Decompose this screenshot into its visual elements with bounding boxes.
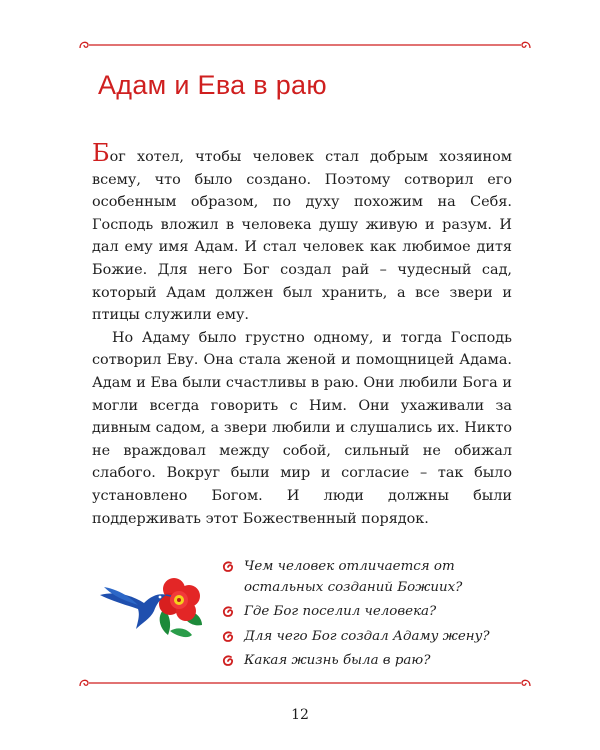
question-text: Для чего Бог создал Адаму жену?	[244, 628, 490, 644]
top-ornamental-rule	[78, 39, 532, 51]
paragraph-2: Но Адаму было грустно одному, и тогда Господь сотворил Еву. Она стала женой и помощницей Адама. Адам и Ева были счастливы в раю. Они любили Бога и могли всегда говорить с Ним. Они ухаживали за дивным садом, а звери любили и слушались их. Никто не враждовал между собой, сильный не обижал слабого. Вокруг были мир и согласие – так было установлено Богом. И люди должны были поддерживать этот Божественный порядок.	[92, 329, 512, 527]
questions-list	[222, 557, 522, 676]
swirl-icon	[222, 560, 236, 574]
page-number: 12	[291, 707, 309, 723]
question-text: Где Бог поселил человека?	[244, 604, 437, 619]
flourish-icon	[78, 677, 532, 689]
question-item	[222, 651, 522, 672]
paragraph-1-text: ог хотел, чтобы человек стал добрым хозяином всему, что было создано. Поэтому сотворил его особенным образом, по духу похожим на Себя. Господь вложил в человека душу живую и разум. И дал ему имя Адам. И стал человек как любимое дитя Божие. Для него Бог создал рай – чудесный сад, который Адам должен был хранить, а все звери и птицы служили ему.	[92, 149, 512, 324]
question-item	[222, 602, 522, 623]
paragraph-1	[92, 139, 512, 327]
flourish-icon	[78, 39, 532, 51]
question-text: Какая жизнь была в раю?	[244, 653, 431, 668]
question-item	[222, 557, 522, 598]
body-text	[92, 139, 512, 530]
page-title: Адам и Ева в раю	[98, 70, 327, 100]
question-item	[222, 627, 522, 648]
swirl-icon	[222, 605, 236, 619]
bottom-ornamental-rule	[78, 677, 532, 689]
swirl-icon	[222, 654, 236, 668]
drop-cap: Б	[92, 139, 110, 167]
bird-and-flower-icon	[98, 565, 210, 645]
question-text: Чем человек отличается от остальных созданий Божиих?	[244, 559, 463, 595]
swirl-icon	[222, 630, 236, 644]
